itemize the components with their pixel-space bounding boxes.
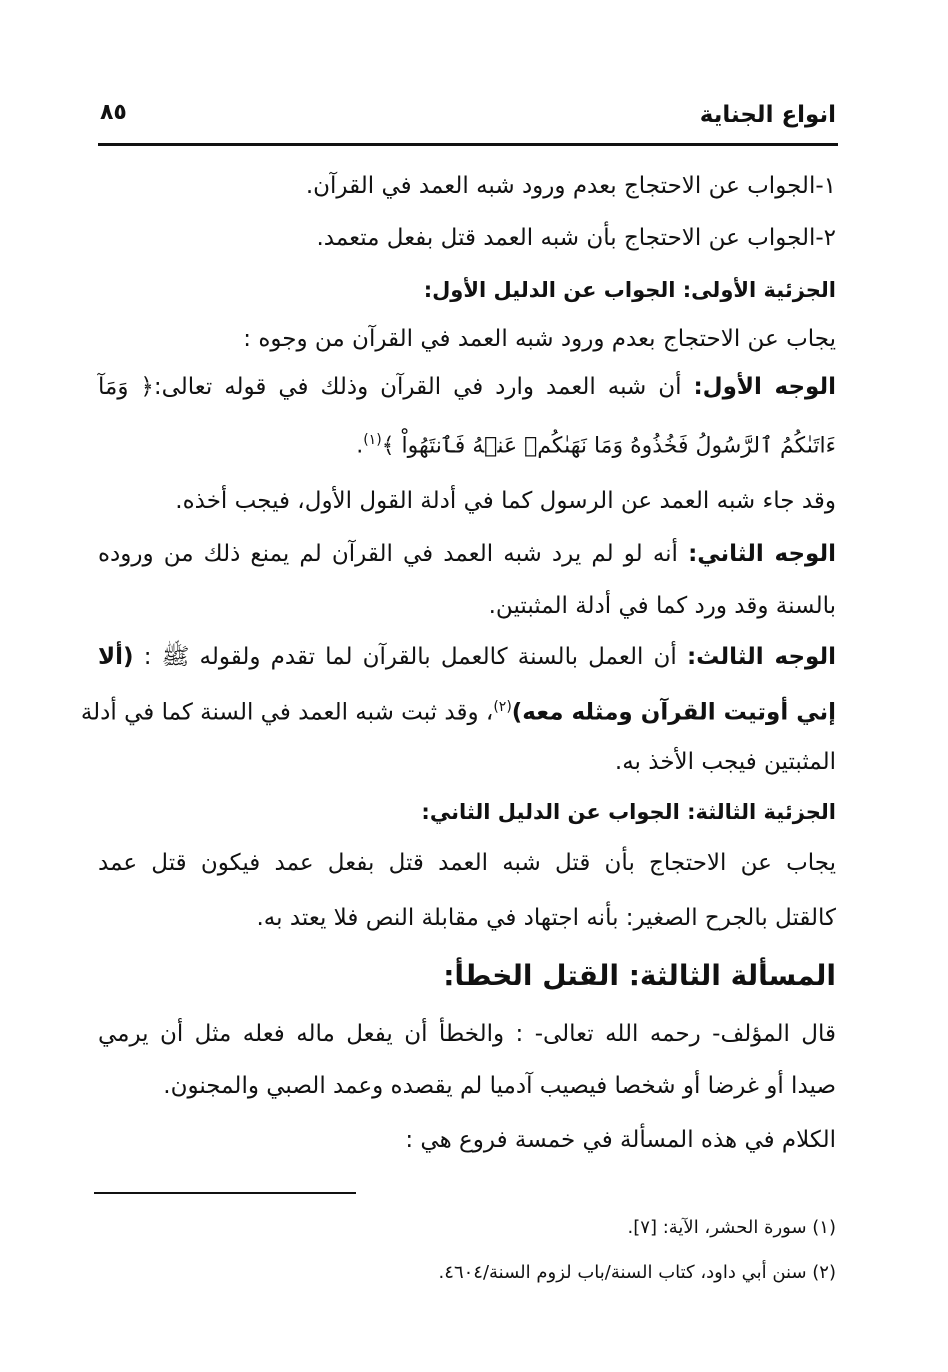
paragraph-line: وقد جاء شبه العمد عن الرسول كما في أدلة القول الأول، فيجب أخذه. — [175, 488, 836, 514]
paragraph-line: بالسنة وقد ورد كما في أدلة المثبتين. — [488, 593, 836, 619]
point-text: أنه لو لم يرد شبه العمد في القرآن لم يمنع ذلك من وروده — [98, 541, 689, 567]
section-heading-2: الجزئية الثالثة: الجواب عن الدليل الثاني: — [421, 800, 836, 824]
footnote-marker: (١) — [363, 432, 382, 448]
point-text: ، وقد ثبت شبه العمد في السنة كما في أدلة — [80, 699, 494, 726]
footnote-2: (٢) سنن أبي داود، كتاب السنة/باب لزوم السنة/٤٦٠٤. — [438, 1262, 836, 1283]
paragraph-line: الكلام في هذه المسألة في خمسة فروع هي : — [405, 1127, 836, 1153]
footnote-divider — [94, 1192, 356, 1194]
paragraph-line: صيدا أو غرضا أو شخصا فيصيب آدميا لم يقصده وعمد الصبي والمجنون. — [163, 1073, 836, 1099]
paragraph-line — [98, 641, 836, 673]
list-item-2: ٢-الجواب عن الاحتجاج بأن شبه العمد قتل بفعل متعمد. — [316, 225, 836, 251]
page-number: ٨٥ — [100, 100, 127, 125]
paragraph-line: كالقتل بالجرح الصغير: بأنه اجتهاد في مقابلة النص فلا يعتد به. — [256, 905, 836, 931]
running-header-title: انواع الجناية — [699, 102, 836, 128]
footnote-1: (١) سورة الحشر، الآية: [٧]. — [627, 1217, 836, 1238]
point-text: أن العمل بالسنة كالعمل بالقرآن لما تقدم ولقوله ﷺ : — [133, 644, 687, 670]
paragraph-line: المثبتين فيجب الأخذ به. — [614, 749, 836, 775]
section-heading-1: الجزئية الأولى: الجواب عن الدليل الأول: — [423, 278, 836, 302]
header-divider — [98, 143, 838, 146]
point-label: الوجه الثالث: — [686, 644, 836, 670]
point-text: أن شبه العمد وارد في القرآن وذلك في قوله تعالى:﴿ وَمَآ — [98, 374, 694, 400]
verse-end-punctuation: . — [356, 433, 364, 459]
section-heading-3: المسألة الثالثة: القتل الخطأ: — [443, 959, 836, 992]
point-label: الوجه الثاني: — [688, 541, 836, 567]
footnote-marker: (٢) — [493, 699, 512, 715]
point-label: الوجه الأول: — [693, 374, 836, 400]
list-item-1: ١-الجواب عن الاحتجاج بعدم ورود شبه العمد في القرآن. — [305, 173, 836, 199]
hadith-quote: إني أوتيت القرآن ومثله معه) — [511, 699, 836, 726]
paragraph-line: يجاب عن الاحتجاج بأن قتل شبه العمد قتل بفعل عمد فيكون قتل عمد — [98, 850, 836, 876]
quran-verse: ءَاتَىٰكُمُ ٱلرَّسُولُ فَخُذُوهُ وَمَا نَهَىٰكُمۡ عَنۡهُ فَٱنتَهُواْ ﴾ — [381, 433, 836, 459]
quran-verse-line — [356, 424, 836, 462]
paragraph-line: قال المؤلف- رحمه الله تعالى- : والخطأ أن يفعل ماله فعله مثل أن يرمي — [98, 1021, 836, 1047]
paragraph-line: يجاب عن الاحتجاج بعدم ورود شبه العمد في القرآن من وجوه : — [243, 326, 836, 352]
hadith-quote: (ألا — [98, 644, 134, 670]
paragraph-line — [98, 538, 836, 570]
paragraph-line — [98, 371, 836, 403]
paragraph-line — [80, 691, 836, 729]
